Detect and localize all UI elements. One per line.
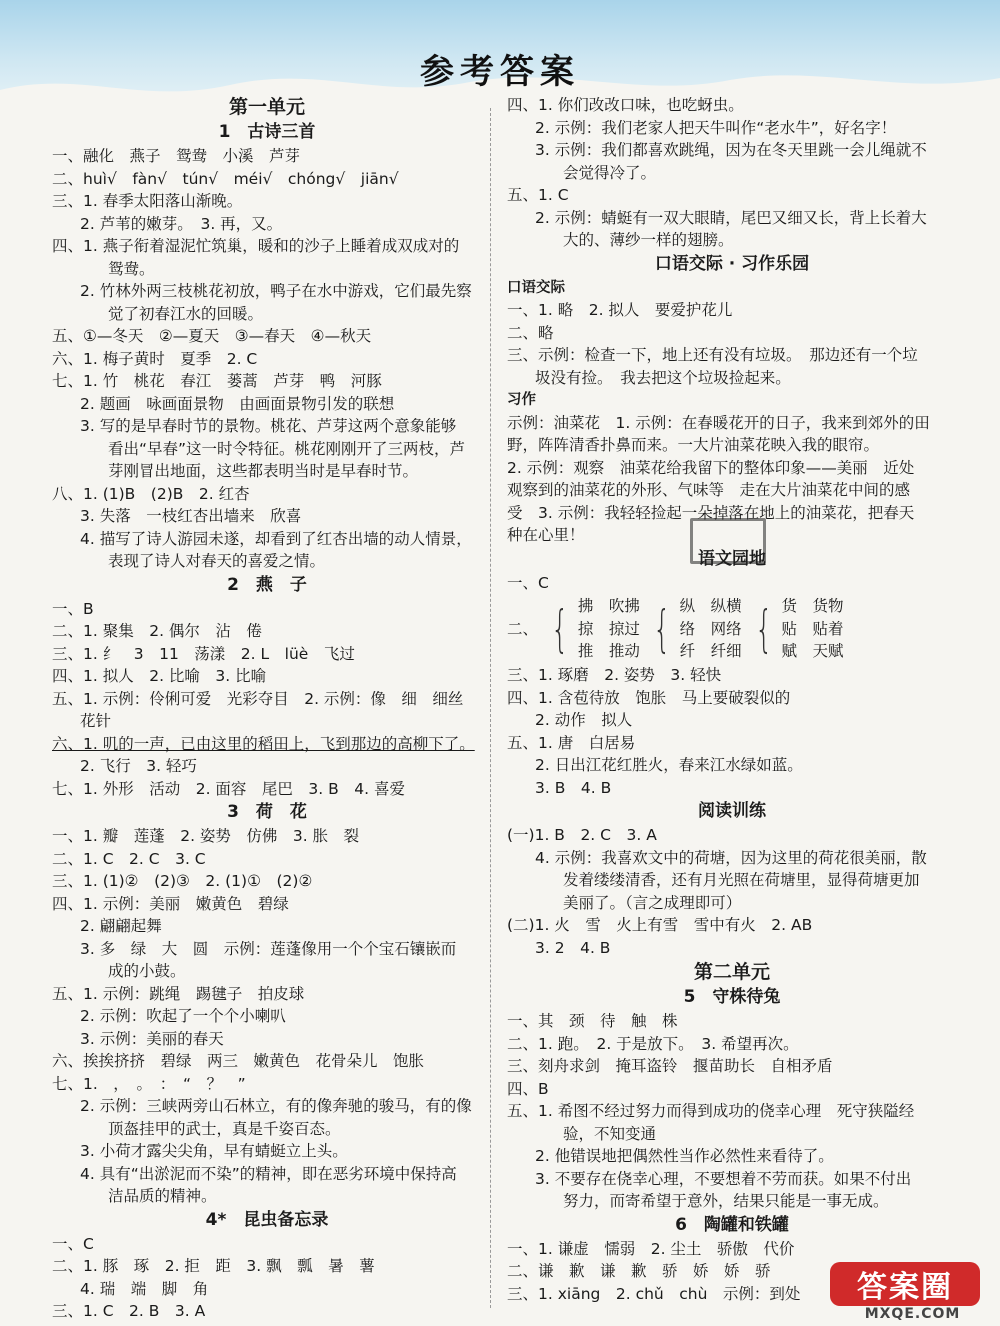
answer-line: 表现了诗人对春天的喜爱之情。	[108, 552, 326, 570]
answer-line: 一、1. 谦虚 懦弱 2. 尘土 骄傲 代价	[507, 1239, 795, 1258]
section-heading: 第一单元	[228, 96, 305, 118]
answer-line: 2. 示例：吹起了一个个小喇叭	[80, 1007, 286, 1025]
answer-line: 四、1. 示例：美丽 嫩黄色 碧绿	[52, 894, 289, 913]
answer-line: 二、1. 聚集 2. 偶尔 沾 倦	[52, 622, 262, 640]
right-block-b	[507, 664, 957, 1305]
section-heading: 语文园地	[698, 548, 766, 569]
section-heading: 6 陶罐和铁罐	[675, 1214, 789, 1235]
answer-line: 一、1. 略 2. 拟人 要爱护花儿	[507, 301, 733, 319]
answer-line: 4. 示例：我喜欢文中的荷塘，因为这里的荷花很美丽，散	[535, 848, 927, 867]
answer-line: 三、1. C 2. B 3. A	[52, 1302, 206, 1320]
answer-column-left	[52, 94, 482, 1323]
answer-line: 一、C	[52, 1234, 94, 1253]
answer-line: 七、1. ， 。 ： “ ？ ”	[52, 1074, 246, 1093]
answer-line: 大的、薄纱一样的翅膀。	[563, 231, 734, 249]
vocab-item: 纵 纵横	[679, 597, 742, 616]
answer-line: 花针	[80, 712, 112, 730]
answer-line: 3. 写的是早春时节的景物。桃花、芦芽这两个意象能够	[80, 417, 457, 435]
answer-line: 2. 翩翩起舞	[80, 917, 162, 935]
answer-line: 3. 示例：我们都喜欢跳绳，因为在冬天里跳一会儿绳就不	[535, 141, 927, 159]
answer-line: 示例：油菜花 1. 示例：在春暖花开的日子，我来到郊外的田	[507, 413, 930, 432]
answer-line: 3. 2 4. B	[535, 938, 611, 957]
answer-line: 3. 不要存在侥幸心理，不要想着不劳而获。如果不付出	[535, 1169, 912, 1188]
answer-line: 4. 瑞 端 脚 角	[80, 1279, 209, 1298]
answer-line: 四、1. 燕子衔着湿泥忙筑巢，暖和的沙子上睡着成双成对的	[52, 237, 460, 255]
answer-line: 2. 示例：观察 油菜花给我留下的整体印象——美丽 近处	[507, 458, 915, 477]
section-heading: 习作	[507, 392, 536, 408]
answer-line: 五、1. C	[507, 186, 569, 204]
answer-line: 成的小鼓。	[108, 962, 186, 980]
answer-line: 圾没有捡。 我去把这个垃圾捡起来。	[535, 368, 791, 387]
section-heading: 第二单元	[693, 961, 770, 983]
section-heading: 阅读训练	[698, 801, 766, 821]
answer-line: (二)1. 火 雪 火上有雪 雪中有火 2. AB	[507, 916, 813, 934]
answer-line: 3. B 4. B	[535, 778, 612, 797]
vocab-item: 掠 掠过	[577, 619, 640, 638]
answer-line: 四、1. 含苞待放 饱胀 马上要破裂似的	[507, 688, 791, 707]
answer-line: 种在心里！	[507, 526, 585, 544]
answer-line: 三、刻舟求剑 掩耳盗铃 揠苗助长 自相矛盾	[507, 1057, 833, 1075]
section-heading: 2 燕 子	[227, 574, 307, 595]
answer-line: 三、1. 纟 3 11 荡漾 2. L lüè 飞过	[52, 644, 355, 663]
vocab-prefix: 二、	[507, 619, 539, 638]
vocab-brace-table	[507, 594, 957, 664]
column-divider	[490, 108, 491, 1308]
answer-line: 2. 动作 拟人	[535, 711, 633, 729]
answer-line: 3. 示例：美丽的春天	[80, 1029, 224, 1048]
answer-line: 二、谦 歉 谦 歉 骄 娇 娇 骄	[507, 1262, 771, 1280]
section-heading: 口语交际 · 习作乐园	[654, 253, 810, 274]
answer-line: 四、B	[507, 1079, 549, 1098]
watermark-logo: 答案圈	[830, 1262, 980, 1306]
answer-line: 鸳鸯。	[108, 259, 155, 278]
answer-line: 八、1. (1)B (2)B 2. 红杏	[52, 484, 250, 503]
answer-line: 二、略	[507, 323, 554, 342]
answer-line: 3. 多 绿 大 圆 示例：莲蓬像用一个个宝石镶嵌而	[80, 939, 457, 958]
answer-line: 六、1. 叽的一声，已由这里的稻田上，飞到那边的高柳下了。	[52, 734, 475, 753]
section-heading: 4* 昆虫备忘录	[205, 1209, 329, 1230]
answer-line: 3. 失落 一枝红杏出墙来 欣喜	[80, 507, 302, 525]
vocab-item: 赋 天赋	[781, 642, 844, 661]
answer-line: 美丽了。（言之成理即可）	[563, 893, 742, 912]
answer-line: 野，阵阵清香扑鼻而来。一大片油菜花映入我的眼帘。	[507, 436, 880, 454]
vocab-group-2	[680, 595, 742, 663]
answer-line: (一)1. B 2. C 3. A	[507, 826, 657, 844]
vocab-group-1	[578, 595, 640, 663]
brace-icon: {	[754, 600, 773, 658]
answer-line: 五、1. 唐 白居易	[507, 733, 636, 752]
answer-line: 努力，而寄希望于意外，结果只能是一事无成。	[563, 1192, 889, 1210]
vocab-item: 货 货物	[781, 597, 844, 616]
vocab-item: 推 推动	[577, 642, 640, 661]
answer-line: 2. 芦苇的嫩芽。 3. 再，又。	[80, 214, 283, 233]
answer-line: 洁品质的精神。	[108, 1187, 217, 1205]
page-title: 参考答案	[420, 52, 580, 92]
answer-line: 4. 具有“出淤泥而不染”的精神，即在恶劣环境中保持高	[80, 1164, 457, 1183]
answer-line: 芽刚冒出地面，这些都表明当时是早春时节。	[108, 462, 419, 480]
vocab-item: 纤 纤细	[679, 642, 742, 661]
answer-line: 三、1. xiāng 2. chǔ chù 示例：到处	[507, 1284, 801, 1303]
answer-line: 4. 描写了诗人游园未遂，却看到了红杏出墙的动人情景，	[80, 529, 472, 548]
answer-line: 一、其 颈 待 触 株	[507, 1012, 678, 1030]
site-watermark	[830, 1262, 995, 1322]
answer-line: 2. 示例：我们老家人把天牛叫作“老水牛”，好名字！	[535, 118, 897, 137]
answer-line: 二、huì√ fàn√ tún√ méi√ chóng√ jiān√	[52, 169, 399, 188]
brace-icon: {	[551, 600, 569, 658]
answer-line: 受 3. 示例：我轻轻捡起一朵掉落在地上的油菜花，把春天	[507, 503, 915, 522]
answer-column-right	[507, 94, 957, 1305]
section-heading: 口语交际	[507, 279, 565, 296]
answer-line: 看出“早春”这一时令特征。桃花刚刚开了三两枝，芦	[108, 439, 466, 458]
answer-line: 觉了初春江水的回暖。	[108, 304, 264, 323]
answer-line: 七、1. 竹 桃花 春江 蒌蒿 芦芽 鸭 河豚	[52, 372, 382, 390]
answer-line: 2. 日出江花红胜火，春来江水绿如蓝。	[535, 756, 803, 774]
answer-line: 五、1. 示例：伶俐可爱 光彩夺目 2. 示例：像 细 细丝	[52, 689, 464, 708]
answer-line: 二、1. 豚 琢 2. 拒 距 3. 飘 瓢 暑 薯	[52, 1257, 375, 1275]
answer-line: 2. 题画 咏画面景物 由画面景物引发的联想	[80, 394, 395, 413]
answer-line: 2. 示例：三峡两旁山石林立，有的像奔驰的骏马，有的像	[80, 1097, 472, 1115]
brace-icon: {	[653, 600, 671, 658]
answer-line: 五、1. 示例：跳绳 踢毽子 拍皮球	[52, 984, 305, 1003]
vocab-group-3	[781, 595, 843, 663]
answer-line: 三、1. (1)② (2)③ 2. (1)① (2)②	[52, 872, 313, 890]
answer-line: 五、1. 希图不经过努力而得到成功的侥幸心理 死守狭隘经	[507, 1102, 915, 1120]
answer-line: 四、1. 你们改改口味，也吃蚜虫。	[507, 96, 744, 114]
answer-line: 一、1. 瓣 莲蓬 2. 姿势 仿佛 3. 胀 裂	[52, 827, 360, 845]
stamp-mark	[690, 518, 766, 564]
answer-line: 七、1. 外形 活动 2. 面容 尾巴 3. B 4. 喜爱	[52, 779, 405, 798]
answer-line: 六、挨挨挤挤 碧绿 两三 嫩黄色 花骨朵儿 饱胀	[52, 1052, 425, 1070]
answer-line: 一、B	[52, 599, 94, 618]
section-heading: 1 古诗三首	[218, 122, 316, 142]
answer-line: 三、1. 春季太阳落山渐晚。	[52, 192, 243, 210]
section-heading: 3 荷 花	[227, 802, 307, 822]
answer-line: 一、融化 燕子 鸳鸯 小溪 芦芽	[52, 147, 301, 165]
vocab-item: 络 网络	[679, 619, 742, 638]
answer-line: 观察到的油菜花的外形、气味等 走在大片油菜花中间的感	[507, 481, 911, 499]
answer-line: 六、1. 梅子黄时 夏季 2. C	[52, 349, 258, 368]
answer-line: 2. 他错误地把偶然性当作必然性来看待了。	[535, 1147, 834, 1165]
answer-line: 2. 飞行 3. 轻巧	[80, 757, 197, 775]
vocab-item: 拂 吹拂	[577, 597, 640, 616]
answer-line: 顶盔挂甲的武士，真是千姿百态。	[108, 1119, 341, 1138]
answer-line: 五、①—冬天 ②—夏天 ③—春天 ④—秋天	[52, 327, 372, 345]
answer-line: 二、1. C 2. C 3. C	[52, 849, 206, 868]
answer-line: 二、1. 跑。 2. 于是放下。 3. 希望再次。	[507, 1034, 799, 1053]
answer-line: 验，不知变通	[563, 1124, 657, 1143]
answer-line: 三、示例：检查一下，地上还有没有垃圾。 那边还有一个垃	[507, 346, 918, 364]
answer-line: 三、1. 琢磨 2. 姿势 3. 轻快	[507, 666, 722, 684]
answer-line: 发着缕缕清香，还有月光照在荷塘里，显得荷塘更加	[563, 871, 920, 889]
answer-line: 一、C	[507, 573, 549, 592]
answer-line: 2. 示例：蜻蜓有一双大眼睛，尾巴又细又长，背上长着大	[535, 208, 927, 227]
vocab-item: 贴 贴着	[781, 619, 844, 638]
section-heading: 5 守株待兔	[683, 987, 781, 1007]
answer-line: 3. 小荷才露尖尖角，早有蜻蜓立上头。	[80, 1142, 348, 1160]
answer-line: 四、1. 拟人 2. 比喻 3. 比喻	[52, 667, 267, 685]
answer-line: 2. 竹林外两三枝桃花初放，鸭子在水中游戏，它们最先察	[80, 282, 472, 300]
watermark-url: MXQE.COM	[864, 1306, 961, 1322]
answer-line: 会觉得冷了。	[563, 163, 657, 182]
